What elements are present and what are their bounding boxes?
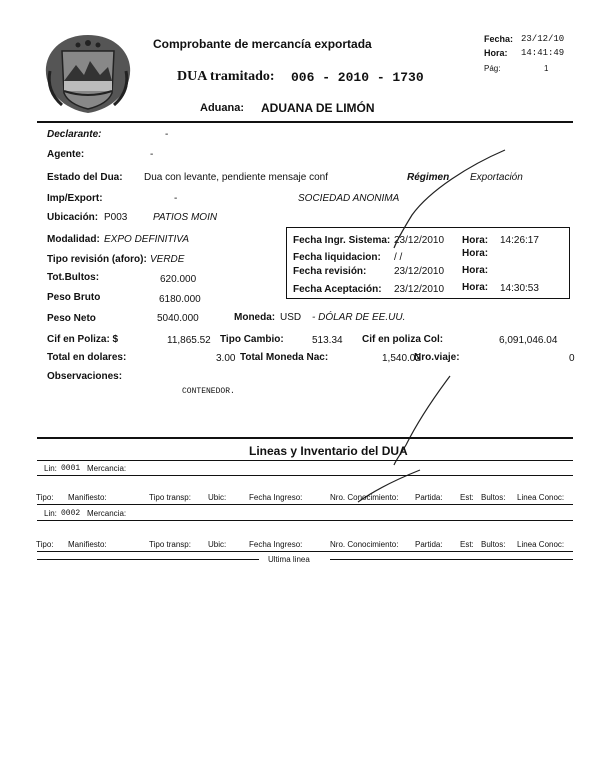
hora-label: Hora: [484, 48, 508, 58]
bultos-label: Tot.Bultos: [47, 272, 100, 283]
observaciones-label: Observaciones: [47, 371, 123, 382]
fecha-acep-hora-label: Hora: [462, 282, 489, 293]
lines-title: Lineas y Inventario del DUA [249, 444, 408, 458]
impexp-value: - [174, 193, 178, 204]
tipo-revision-value: VERDE [150, 254, 185, 265]
peso-neto-label: Peso Neto [47, 313, 96, 324]
regimen-value: Exportación [470, 172, 523, 183]
hora-value: 14:41:49 [521, 48, 565, 58]
tipo-cambio-label: Tipo Cambio: [220, 334, 284, 345]
nro-viaje-value: 0 [569, 353, 575, 364]
ultima-linea: Ultima linea [268, 555, 310, 564]
nro-viaje-label: Nro.viaje: [414, 352, 460, 363]
peso-neto-value: 5040.000 [157, 313, 199, 324]
column-header: Nro. Conocimiento: [330, 493, 399, 502]
moneda-value: - DÓLAR DE EE.UU. [312, 312, 406, 323]
bultos-value: 620.000 [160, 274, 197, 285]
column-header: Bultos: [481, 540, 506, 549]
column-header: Manifiesto: [68, 493, 107, 502]
fecha-value: 23/12/10 [521, 34, 565, 44]
mercancia-label: Mercancia: [87, 509, 127, 518]
column-header: Ubic: [208, 493, 227, 502]
total-moneda-label: Total Moneda Nac: [240, 352, 329, 363]
lin-number: 0001 [61, 464, 81, 473]
pag-value: 1 [544, 64, 549, 73]
cif-col-label: Cif en poliza Col: [362, 334, 444, 345]
total-moneda-value: 1,540.02 [382, 353, 421, 364]
fecha-acep-label: Fecha Aceptación: [293, 284, 382, 295]
moneda-code: USD [280, 312, 302, 323]
impexp-label: Imp/Export: [47, 193, 103, 204]
regimen-label: Régimen [407, 172, 450, 183]
fecha-liq-label: Fecha liquidacion: [293, 252, 381, 263]
column-header: Bultos: [481, 493, 506, 502]
modalidad-value: EXPO DEFINITIVA [104, 234, 190, 245]
fecha-rev-label: Fecha revisión: [293, 266, 367, 277]
moneda-label: Moneda: [234, 312, 276, 323]
column-header: Est: [460, 540, 474, 549]
fecha-liq-hora-label: Hora: [462, 248, 489, 259]
fecha-label: Fecha: [484, 34, 514, 44]
item-divider [37, 504, 573, 505]
ubicacion-code: P003 [104, 212, 128, 223]
column-header: Partida: [415, 540, 443, 549]
footer-line-right [330, 559, 573, 560]
lin-label: Lin: [44, 509, 57, 518]
column-header: Linea Conoc: [517, 493, 565, 502]
item-divider [37, 520, 573, 521]
cif-col-value: 6,091,046.04 [499, 335, 558, 346]
section-divider-title [37, 460, 573, 461]
column-header: Nro. Conocimiento: [330, 540, 399, 549]
peso-bruto-label: Peso Bruto [47, 292, 101, 303]
ubicacion-label: Ubicación: [47, 212, 99, 223]
column-header: Fecha Ingreso: [249, 493, 303, 502]
column-header: Manifiesto: [68, 540, 107, 549]
fecha-acep-hora-value: 14:30:53 [500, 283, 539, 294]
ubicacion-value: PATIOS MOIN [153, 212, 218, 223]
total-dolares-label: Total en dolares: [47, 352, 127, 363]
fecha-liq-value: / / [394, 252, 403, 263]
peso-bruto-value: 6180.000 [159, 294, 201, 305]
dua-label: DUA tramitado: [177, 69, 275, 84]
aduana-label: Aduana: [200, 102, 244, 114]
dua-number: 006 - 2010 - 1730 [291, 70, 424, 85]
tipo-cambio-value: 513.34 [312, 335, 343, 346]
agente-label: Agente: [47, 149, 85, 160]
fecha-ingr-label: Fecha Ingr. Sistema: [293, 235, 391, 246]
item-divider [37, 551, 573, 552]
sociedad-value: SOCIEDAD ANONIMA [298, 193, 400, 204]
fecha-acep-value: 23/12/2010 [394, 284, 445, 295]
column-header: Linea Conoc: [517, 540, 565, 549]
column-header: Tipo transp: [149, 540, 191, 549]
mercancia-label: Mercancia: [87, 464, 127, 473]
item-divider [37, 475, 573, 476]
lin-number: 0002 [61, 509, 81, 518]
lin-label: Lin: [44, 464, 57, 473]
fecha-rev-value: 23/12/2010 [394, 266, 445, 277]
declarante-label: Declarante: [47, 129, 102, 140]
cif-poliza-label: Cif en Poliza: $ [47, 334, 119, 345]
cif-poliza-value: 11,865.52 [167, 335, 211, 346]
section-divider-top [37, 437, 573, 439]
column-header: Est: [460, 493, 474, 502]
pag-label: Pág: [484, 64, 501, 73]
footer-line-left [37, 559, 259, 560]
column-header: Partida: [415, 493, 443, 502]
total-dolares-value: 3.00 [216, 353, 236, 364]
pen-stroke-upper [394, 150, 505, 248]
column-header: Tipo: [36, 493, 54, 502]
aduana-value: ADUANA DE LIMÓN [261, 101, 375, 115]
fecha-rev-hora-label: Hora: [462, 265, 489, 276]
estado-value: Dua con levante, pendiente mensaje conf [144, 172, 329, 183]
observaciones-value: CONTENEDOR. [182, 387, 235, 396]
declarante-value: - [165, 129, 169, 140]
modalidad-label: Modalidad: [47, 234, 100, 245]
page-title: Comprobante de mercancía exportada [153, 37, 372, 51]
fecha-ingr-hora-value: 14:26:17 [500, 235, 539, 246]
agente-value: - [150, 149, 154, 160]
column-header: Ubic: [208, 540, 227, 549]
column-header: Tipo: [36, 540, 54, 549]
column-header: Fecha Ingreso: [249, 540, 303, 549]
fecha-ingr-hora-label: Hora: [462, 235, 489, 246]
tipo-revision-label: Tipo revisión (aforo): [47, 254, 147, 265]
column-header: Tipo transp: [149, 493, 191, 502]
fecha-ingr-value: 23/12/2010 [394, 235, 445, 246]
estado-label: Estado del Dua: [47, 172, 123, 183]
